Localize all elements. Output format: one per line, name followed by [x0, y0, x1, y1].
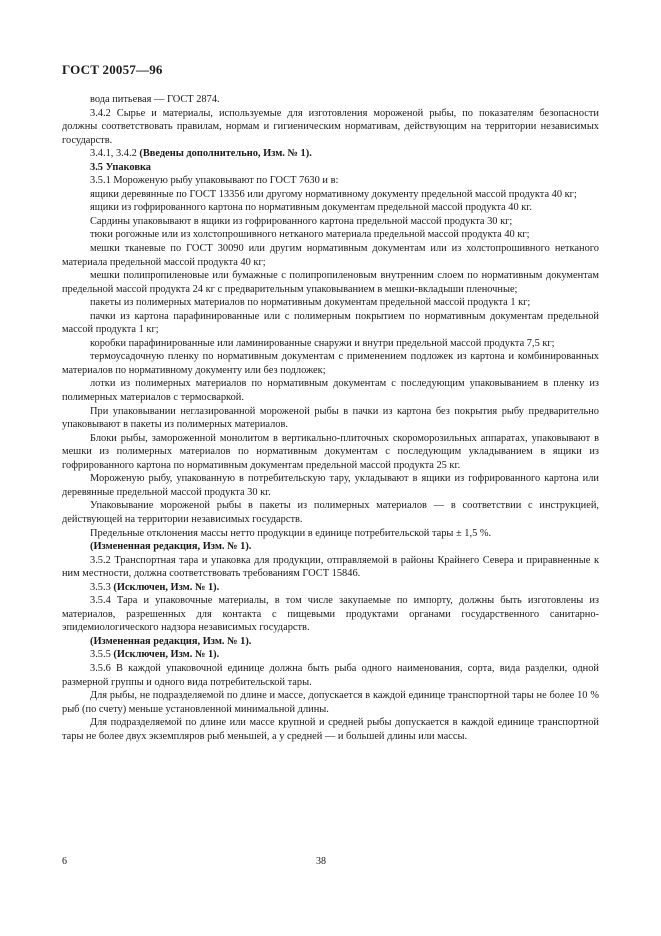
- paragraph-text: термоусадочную пленку по нормативным документам с применением подложек из картона и комбинированных материалов по нормативному документу или без подложек;: [62, 351, 599, 376]
- edition-note: (Исключен, Изм. № 1).: [113, 649, 220, 661]
- page-number-left: 6: [62, 856, 67, 867]
- paragraph: [62, 242, 599, 269]
- paragraph-text: 3.5.6 В каждой упаковочной единице должна быть рыба одного наименования, сорта, вида разделки, одной размерной группы и одного вида потребительской тары.: [62, 662, 599, 688]
- paragraph: [62, 689, 599, 716]
- paragraph-text: При упаковывании неглазированной мороженой рыбы в пачки из картона без покрытия рыбу предварительно упаковывают в пакеты из полимерных материалов.: [62, 405, 599, 431]
- document-body: [62, 93, 599, 743]
- paragraph: [62, 581, 599, 595]
- paragraph-text: 3.5.4 Тара и упаковочные материалы, в том числе закупаемые по импорту, должны быть изготовлены из материалов, разрешенных для контакта с пищевыми продуктами органами государственного санитарно-эпидемиологического надзора независимых государств.: [62, 595, 599, 634]
- paragraph: [62, 377, 599, 404]
- paragraph-text: Предельные отклонения массы нетто продукции в единице потребительской тары ± 1,5 %.: [90, 527, 492, 539]
- paragraph: [62, 93, 599, 107]
- paragraph: [62, 310, 599, 337]
- paragraph-text: 3.4.1, 3.4.2: [90, 148, 140, 160]
- paragraph: [62, 201, 599, 215]
- edition-note: (Измененная редакция, Изм. № 1).: [90, 541, 252, 553]
- paragraph: [62, 716, 599, 743]
- paragraph-text: коробки парафинированные или ламинированные снаружи и внутри предельной массой продукта 7,5 кг;: [90, 337, 555, 349]
- paragraph: [62, 499, 599, 526]
- paragraph-text: 3.5 Упаковка: [90, 161, 151, 173]
- paragraph: [62, 648, 599, 662]
- edition-note: (Введены дополнительно, Изм. № 1).: [139, 148, 312, 160]
- paragraph-text: Для подразделяемой по длине или массе крупной и средней рыбы допускается в каждой единице транспортной тары не более двух экземпляров рыб меньшей, а у средней — и большей длины или массы.: [62, 717, 599, 742]
- paragraph-text: Упаковывание мороженой рыбы в пакеты из полимерных материалов — в соответствии с инструкцией, действующей на территории независимых государств.: [62, 500, 599, 525]
- paragraph: [62, 635, 599, 649]
- paragraph: [62, 296, 599, 310]
- paragraph: [62, 107, 599, 148]
- paragraph-text: Блоки рыбы, замороженной монолитом в вертикально-плиточных скороморозильных аппаратах, упаковывают в мешки из полимерных материалов по нормативным документам с последующим укладыванием в ящики из гофрированного картона по нормативным документам предельной массой продукта 25 кг.: [62, 432, 599, 471]
- paragraph-text: 3.5.5: [90, 649, 114, 661]
- paragraph: [62, 594, 599, 635]
- paragraph-text: ящики деревянные по ГОСТ 13356 или другому нормативному документу предельной массой продукта 40 кг;: [90, 188, 577, 200]
- document-header: ГОСТ 20057—96: [62, 62, 163, 77]
- paragraph: [62, 174, 599, 188]
- paragraph-text: мешки тканевые по ГОСТ 30090 или другим нормативным документам или из холстопрошивного нетканого материала предельной массой продукта 40 кг;: [62, 243, 599, 268]
- paragraph-text: Мороженую рыбу, упакованную в потребительскую тару, укладывают в ящики из гофрированного картона или деревянные предельной массой продукта 30 кг.: [62, 473, 599, 498]
- paragraph-text: тюки рогожные или из холстопрошивного нетканого материала предельной массой продукта 40 кг;: [90, 229, 530, 241]
- paragraph-text: 3.5.3: [90, 581, 114, 593]
- paragraph-text: вода питьевая — ГОСТ 2874.: [90, 94, 220, 105]
- paragraph-text: 3.5.2 Транспортная тара и упаковка для продукции, отправляемой в районы Крайнего Севера и приравненные к ним местности, должна соответствовать требованиям ГОСТ 15846.: [62, 554, 599, 580]
- paragraph: [62, 540, 599, 554]
- paragraph-text: 3.5.1 Мороженую рыбу упаковывают по ГОСТ 7630 и в:: [90, 175, 339, 187]
- paragraph-text: Для рыбы, не подразделяемой по длине и массе, допускается в каждой единице транспортной тары не более 10 % рыб (по счету) меньше установленной минимальной длины.: [62, 690, 599, 715]
- paragraph: [62, 188, 599, 202]
- edition-note: (Исключен, Изм. № 1).: [113, 581, 220, 593]
- paragraph: [62, 432, 599, 473]
- paragraph-text: пакеты из полимерных материалов по нормативным документам предельной массой продукта 1 кг;: [90, 297, 531, 309]
- paragraph-text: ящики из гофрированного картона по нормативным документам предельной массой продукта 40 кг.: [90, 202, 532, 214]
- paragraph: [62, 215, 599, 229]
- paragraph-text: лотки из полимерных материалов по нормативным документам с последующим упаковыванием в пленку из полимерных материалов с термосваркой.: [62, 378, 599, 404]
- section-heading: [62, 161, 599, 175]
- edition-note: (Измененная редакция, Изм. № 1).: [90, 635, 252, 647]
- paragraph: [62, 472, 599, 499]
- paragraph: [62, 337, 599, 351]
- paragraph: [62, 147, 599, 161]
- paragraph: [62, 228, 599, 242]
- paragraph-text: 3.4.2 Сырье и материалы, используемые для изготовления мороженой рыбы, по показателям безопасности должны соответствовать правилам, нормам и гигиеническим нормативам, действующим на территории независимых государств.: [62, 107, 599, 146]
- paragraph-text: пачки из картона парафинированные или с полимерным покрытием по нормативным документам предельной массой продукта 1 кг;: [62, 310, 599, 336]
- paragraph: [62, 662, 599, 689]
- paragraph: [62, 350, 599, 377]
- page-number-center: 38: [316, 856, 326, 867]
- paragraph: [62, 269, 599, 296]
- paragraph: [62, 405, 599, 432]
- paragraph-text: Сардины упаковывают в ящики из гофрированного картона предельной массой продукта 30 кг;: [90, 215, 513, 227]
- paragraph: [62, 554, 599, 581]
- paragraph-text: мешки полипропиленовые или бумажные с полипропиленовым внутренним слоем по нормативным документам предельной массой продукта 24 кг с предварительным упаковыванием в мешки-вкладыши пленочные;: [62, 270, 599, 295]
- paragraph: [62, 527, 599, 541]
